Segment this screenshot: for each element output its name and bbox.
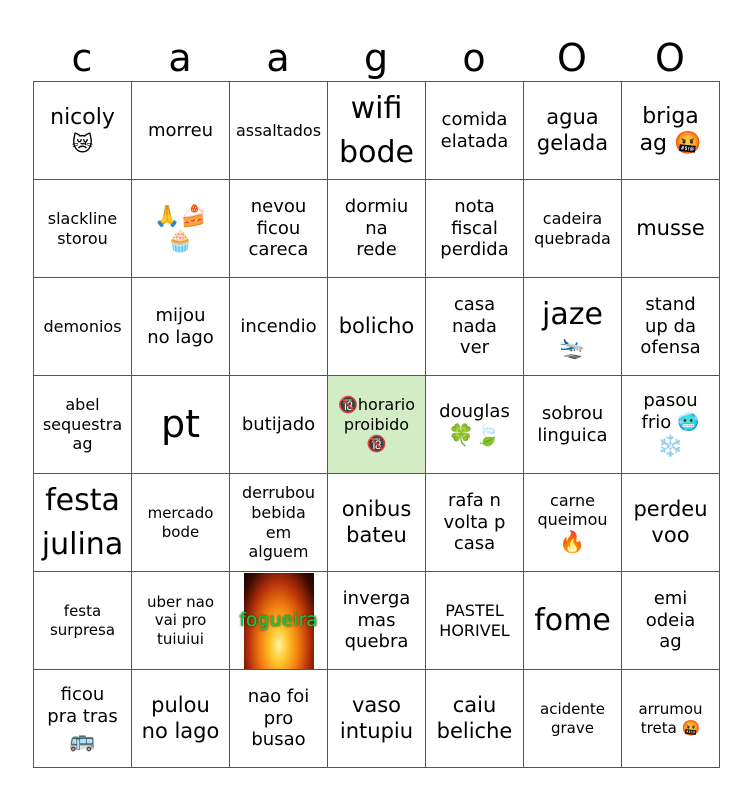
cell-emoji-icon: 🚌: [69, 728, 96, 753]
cell-label: derrubou bebida em alguem: [241, 483, 316, 562]
bingo-cell[interactable]: [230, 82, 328, 180]
bingo-cell[interactable]: [426, 572, 524, 670]
cell-emoji-icon: 🍀🍃: [448, 423, 501, 448]
bingo-cell[interactable]: [230, 474, 328, 572]
bingo-cell[interactable]: [426, 82, 524, 180]
cell-label: fogueira: [239, 608, 318, 631]
header-letter: g: [363, 36, 389, 80]
cell-label: stand up da ofensa: [640, 293, 701, 359]
cell-label: assaltados: [235, 120, 322, 140]
bingo-cell[interactable]: [132, 278, 230, 376]
bingo-cell[interactable]: [230, 670, 328, 768]
bingo-cell[interactable]: [34, 474, 132, 572]
cell-label: sobrou linguica: [537, 402, 608, 446]
bingo-cell[interactable]: [132, 180, 230, 278]
cell-label: pt: [160, 402, 201, 447]
cell-label: arrumou treta 🤬: [638, 700, 703, 737]
bingo-cell[interactable]: [34, 82, 132, 180]
bingo-cell[interactable]: [34, 180, 132, 278]
bingo-cell[interactable]: [328, 474, 426, 572]
bingo-cell[interactable]: [230, 180, 328, 278]
bingo-cell[interactable]: [34, 572, 132, 670]
bingo-cell[interactable]: [622, 180, 720, 278]
cell-label: jaze: [542, 296, 603, 332]
cell-label: pasou frio 🥶: [641, 390, 700, 434]
cell-label: nao foi pro busao: [247, 685, 310, 751]
cell-label: acidente grave: [540, 700, 605, 737]
cell-label: butijado: [241, 413, 316, 435]
cell-label: dormiu na rede: [344, 195, 409, 261]
cell-label: vaso intupiu: [339, 692, 414, 743]
bingo-cell[interactable]: [426, 670, 524, 768]
cell-label: incendio: [240, 315, 317, 337]
cell-label: PASTEL HORIVEL: [439, 600, 510, 640]
cell-emoji-icon: 🛬: [559, 336, 586, 361]
cell-label: mijou no lago: [147, 304, 214, 348]
cell-label: emi odeia ag: [645, 587, 696, 653]
cell-label: festa julina: [41, 483, 124, 562]
cell-label: mercado bode: [147, 504, 214, 541]
header-letter: a: [266, 36, 290, 80]
bingo-cell[interactable]: [622, 474, 720, 572]
header-letter: c: [71, 36, 93, 80]
cell-label: slackline storou: [47, 208, 118, 248]
bingo-cell[interactable]: [132, 670, 230, 768]
cell-label: musse: [636, 215, 705, 240]
cell-emoji-icon: 🔥: [559, 529, 586, 554]
cell-label: festa surpresa: [49, 602, 116, 639]
bingo-cell[interactable]: [132, 474, 230, 572]
bingo-cell[interactable]: [132, 572, 230, 670]
bingo-cell[interactable]: [524, 278, 622, 376]
cell-label: douglas: [439, 401, 510, 423]
cell-label: nicoly: [50, 105, 115, 131]
cell-label: nevou ficou careca: [248, 195, 309, 261]
header-letter: O: [655, 36, 685, 80]
cell-label: casa nada ver: [452, 293, 497, 359]
bingo-cell[interactable]: [524, 82, 622, 180]
bingo-cell[interactable]: [34, 670, 132, 768]
cell-label: perdeu voo: [633, 496, 708, 547]
cell-emoji-icon: 🙏🍰 🧁: [154, 204, 207, 253]
bingo-cell[interactable]: [132, 376, 230, 474]
cell-emoji-icon: ❄️: [657, 434, 684, 459]
bingo-cell[interactable]: [426, 376, 524, 474]
header-letter: O: [557, 36, 587, 80]
bingo-cell[interactable]: [426, 278, 524, 376]
bingo-cell[interactable]: [524, 376, 622, 474]
cell-label: carne queimou: [537, 490, 608, 530]
cell-label: ficou pra tras: [47, 684, 118, 728]
cell-label: caiu beliche: [436, 692, 513, 743]
cell-label: nota fiscal perdida: [440, 195, 509, 261]
bingo-cell[interactable]: [34, 278, 132, 376]
bingo-grid: [33, 81, 720, 768]
cell-label: bolicho: [338, 313, 415, 338]
cell-label: uber nao vai pro tuiuiui: [146, 593, 215, 648]
bingo-cell[interactable]: [132, 82, 230, 180]
cell-label: comida elatada: [440, 108, 509, 152]
cell-label: 🔞horario proibido 🔞: [337, 395, 416, 454]
bingo-cell[interactable]: [328, 572, 426, 670]
cell-label: cadeira quebrada: [534, 208, 611, 248]
bingo-cell[interactable]: [622, 278, 720, 376]
header-letter: a: [168, 36, 192, 80]
cell-label: onibus bateu: [341, 496, 412, 547]
cell-emoji-icon: 😿: [71, 131, 94, 156]
cell-label: demonios: [43, 316, 122, 336]
bingo-cell[interactable]: [524, 474, 622, 572]
cell-label: briga ag 🤬: [639, 103, 702, 156]
cell-label: fome: [534, 602, 611, 638]
bingo-cell[interactable]: [524, 572, 622, 670]
cell-label: agua gelada: [536, 104, 609, 155]
bingo-free-cell[interactable]: [328, 376, 426, 474]
cell-label: inverga mas quebra: [342, 587, 411, 653]
bingo-cell[interactable]: [230, 572, 328, 670]
header-letter: o: [462, 36, 486, 80]
cell-label: morreu: [147, 119, 214, 141]
bingo-cell[interactable]: [34, 376, 132, 474]
cell-label: abel sequestra ag: [42, 395, 123, 454]
bingo-cell[interactable]: [328, 278, 426, 376]
bingo-cell[interactable]: [328, 82, 426, 180]
bingo-cell[interactable]: [426, 474, 524, 572]
cell-label: pulou no lago: [141, 692, 220, 743]
cell-label: rafa n volta p casa: [443, 489, 506, 555]
cell-label: wifi bode: [339, 91, 414, 170]
bingo-cell[interactable]: [230, 376, 328, 474]
bingo-cell[interactable]: [328, 670, 426, 768]
bingo-cell[interactable]: [230, 278, 328, 376]
bingo-cell[interactable]: [622, 82, 720, 180]
bingo-cell[interactable]: [328, 180, 426, 278]
bingo-cell[interactable]: [622, 572, 720, 670]
bingo-cell[interactable]: [524, 670, 622, 768]
bingo-cell[interactable]: [622, 670, 720, 768]
bingo-header: [33, 34, 719, 82]
bingo-cell[interactable]: [622, 376, 720, 474]
bingo-cell[interactable]: [426, 180, 524, 278]
bingo-cell[interactable]: [524, 180, 622, 278]
